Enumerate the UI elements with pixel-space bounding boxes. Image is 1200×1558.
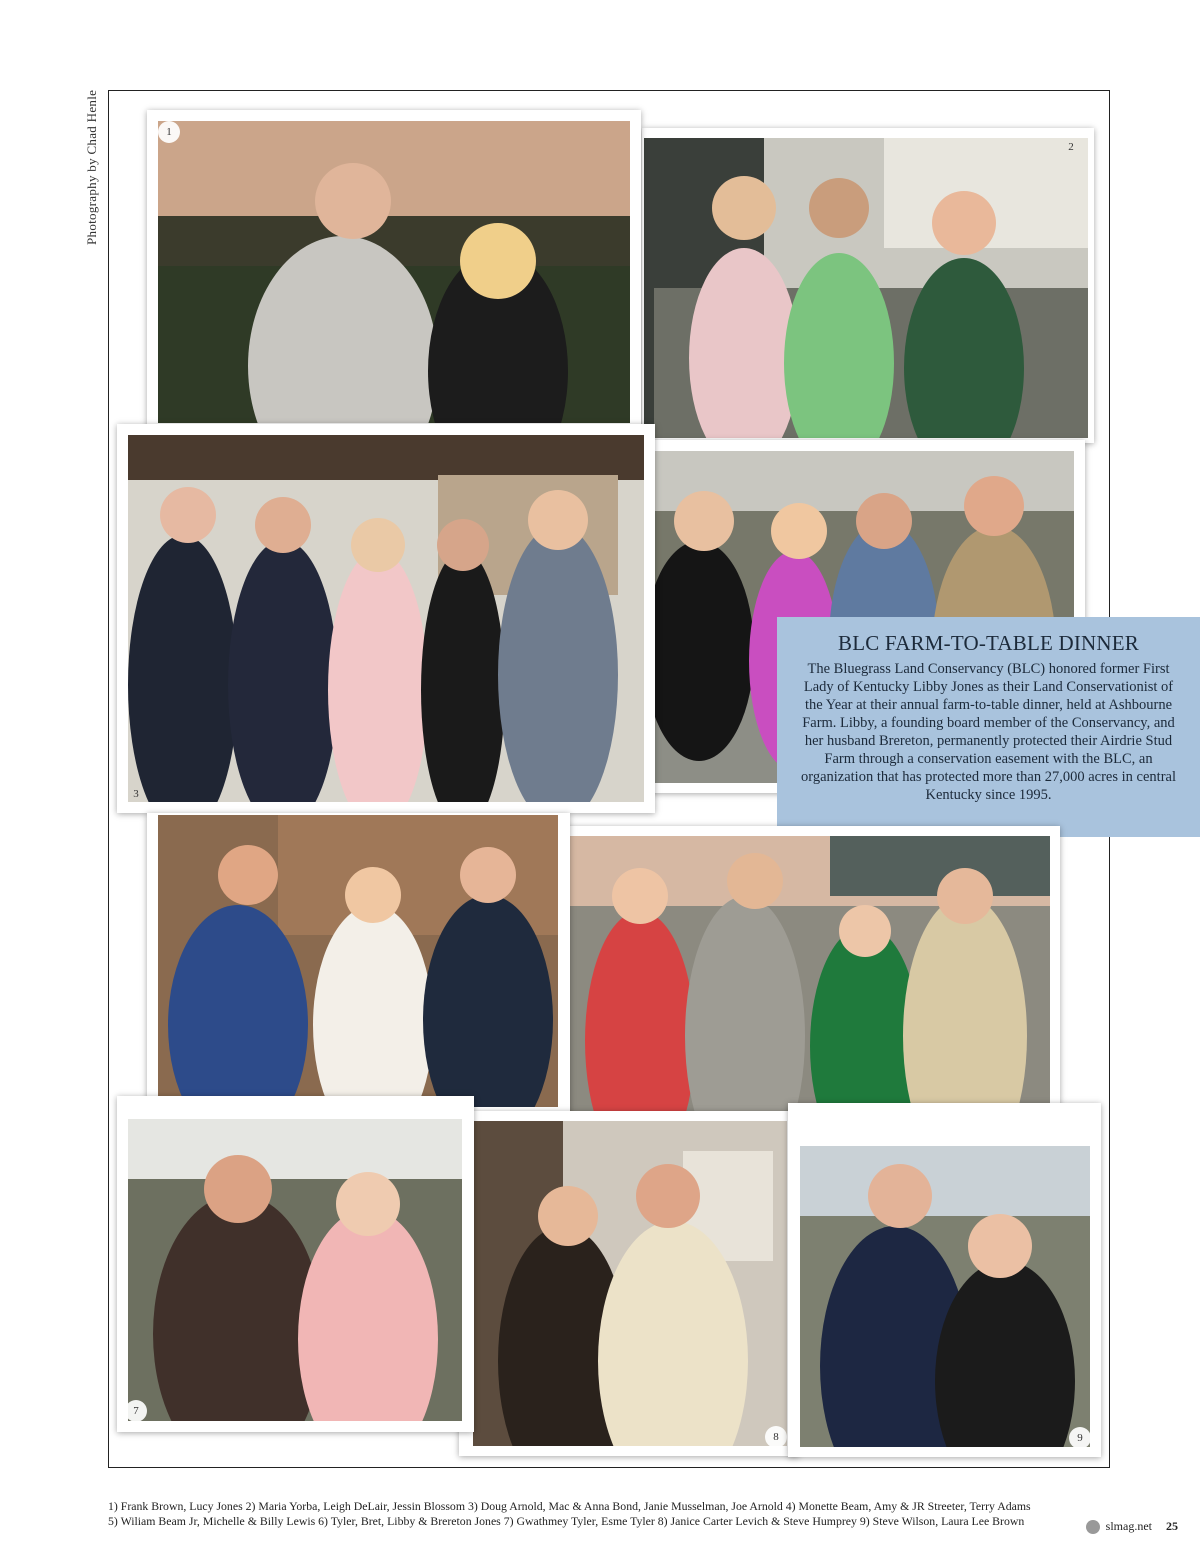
site-url[interactable]: slmag.net bbox=[1105, 1519, 1152, 1533]
photo-5[interactable] bbox=[147, 813, 570, 1118]
article-title: BLC FARM-TO-TABLE DINNER bbox=[837, 631, 1139, 655]
caption-line-2: 5) Wiliam Beam Jr, Michelle & Billy Lewis 6) Tyler, Bret, Libby & Brereton Jones 7) Gwathmey Tyler, Esme Tyler 8) Janice Carter Levich & Steve Humprey 9) Steve Wilson, Laura Lee Brown bbox=[108, 1514, 1025, 1528]
photo-7-image bbox=[128, 1119, 462, 1421]
page-number: 25 bbox=[1166, 1519, 1178, 1533]
photo-8[interactable] bbox=[459, 1111, 799, 1456]
photo-3-number: 3 bbox=[133, 788, 139, 800]
caption-line-1: 1) Frank Brown, Lucy Jones 2) Maria Yorba, Leigh DeLair, Jessin Blossom 3) Doug Arnold, Mac & Anna Bond, Janie Musselman, Joe Arnold 4) Monette Beam, Amy & JR Streeter, Terry Adams bbox=[108, 1499, 1031, 1513]
photo-7-number: 7 bbox=[125, 1400, 147, 1422]
photo-9-image bbox=[800, 1146, 1090, 1447]
magazine-logo-icon bbox=[1086, 1520, 1100, 1534]
photo-8-image bbox=[473, 1121, 787, 1446]
photo-credit: Photography by Chad Henle bbox=[84, 89, 99, 245]
photo-6-image bbox=[570, 836, 1050, 1134]
photo-1-number: 1 bbox=[158, 121, 180, 143]
photo-2-image bbox=[644, 138, 1088, 438]
photo-9[interactable] bbox=[788, 1103, 1101, 1457]
photo-1-image bbox=[158, 121, 630, 423]
photo-9-number: 9 bbox=[1069, 1427, 1091, 1449]
photo-6[interactable] bbox=[538, 826, 1060, 1144]
photo-1[interactable] bbox=[147, 110, 641, 434]
photo-3-image bbox=[128, 435, 644, 802]
photo-7[interactable] bbox=[117, 1096, 474, 1432]
photo-2-number: 2 bbox=[1068, 141, 1074, 153]
photo-5-image bbox=[158, 815, 558, 1107]
article-callout bbox=[777, 617, 1200, 837]
page-footer bbox=[1086, 1519, 1178, 1534]
photo-3[interactable] bbox=[117, 424, 655, 813]
article-body: The Bluegrass Land Conservancy (BLC) honored former First Lady of Kentucky Libby Jones as their Land Conservationist of the Year at their annual farm-to-table dinner, held at Ashbourne Farm. Libby, a founding board member of the Conservancy, and her husband Brereton, permanently protected their Airdrie Stud Farm through a conservation easement with the BLC, an organization that has protected more than 27,000 acres in central Kentucky since 1995. bbox=[801, 661, 1176, 803]
photo-captions bbox=[108, 1499, 1068, 1529]
photo-8-number: 8 bbox=[765, 1426, 787, 1448]
photo-2[interactable] bbox=[642, 128, 1094, 443]
